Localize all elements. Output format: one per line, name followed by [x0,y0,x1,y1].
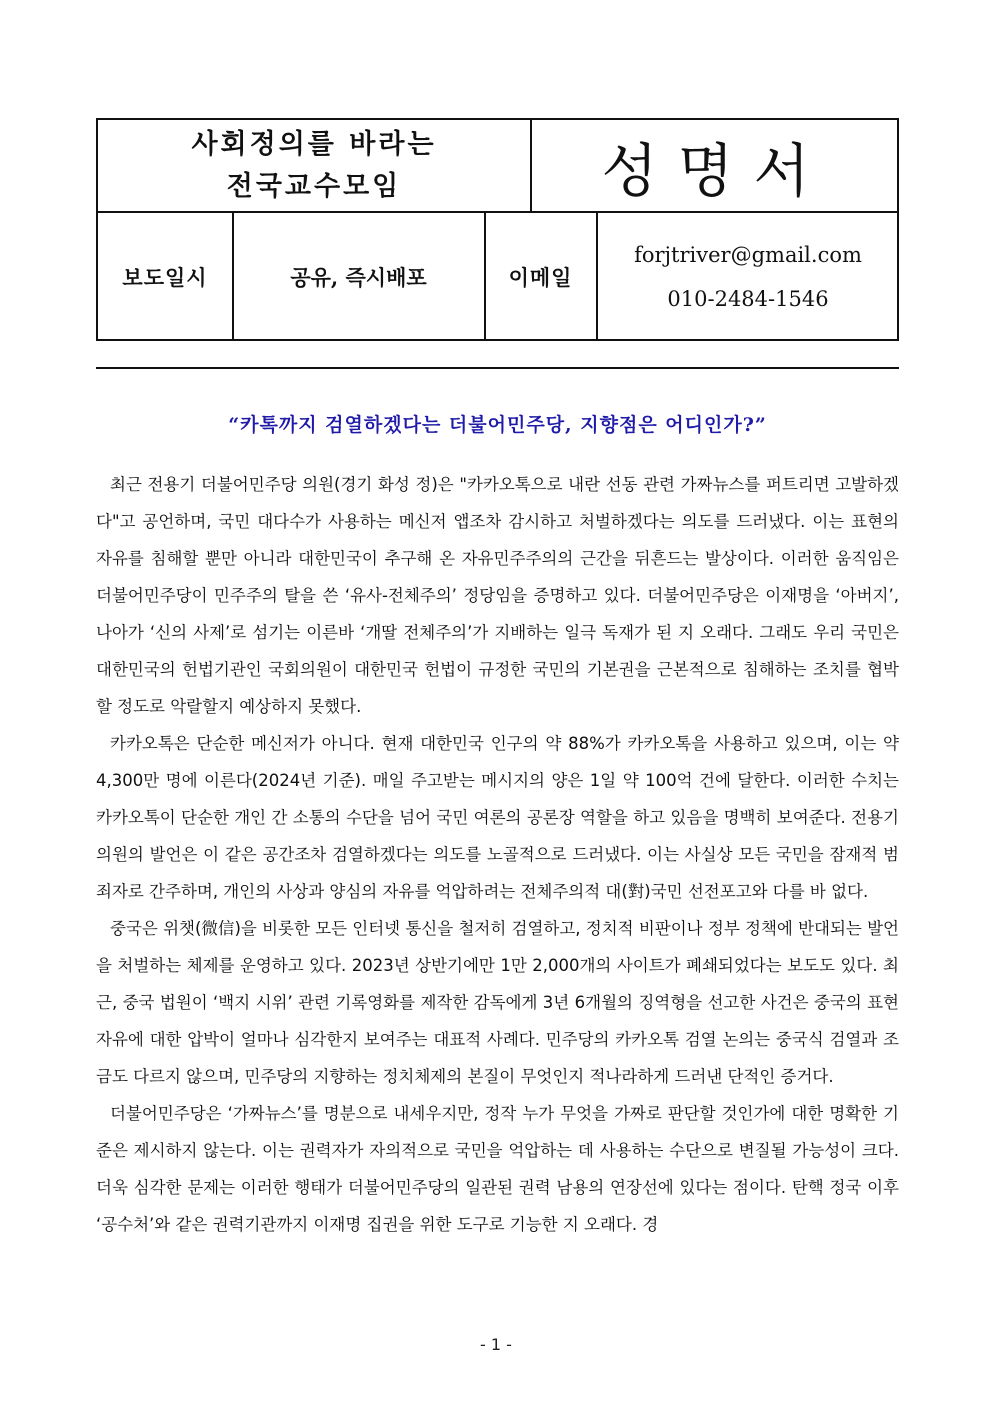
org-line-2: 전국교수모임 [226,171,402,202]
header-table [96,118,899,341]
release-label-cell [98,213,232,341]
org-line-1: 사회정의를 바라는 [191,129,437,160]
document-title-text: 성명서 [601,137,830,205]
organization-name [98,120,530,212]
email-label-cell [485,213,596,341]
release-value-cell [233,213,484,341]
phone-value: 010-2484-1546 [667,287,829,311]
statement-headline: “카톡까지 검열하겠다는 더불어민주당, 지향점은 어디인가?” [228,414,767,436]
email-value: forjtriver@gmail.com [634,243,862,267]
release-value: 공유, 즉시배포 [290,265,427,290]
email-label: 이메일 [508,265,573,290]
divider [530,120,532,212]
document-title [532,120,899,212]
paragraph: 카카오톡은 단순한 메신저가 아니다. 현재 대한민국 인구의 약 88%가 카카오톡을 사용하고 있으며, 이는 약 4,300만 명에 이른다(2024년 기준). 매일 주고받는 메시지의 양은 1일 약 100억 건에 달한다. 이러한 수치는 카카오톡이 단순한 개인 간 소통의 수단을 넘어 국민 여론의 공론장 역할을 하고 있음을 명백히 보여준다. 전용기 의원의 발언은 이 같은 공간조차 검열하겠다는 의도를 노골적으로 드러냈다. 이는 사실상 모든 국민을 잠재적 범죄자로 간주하며, 개인의 사상과 양심의 자유를 억압하려는 전체주의적 대(對)국민 선전포고와 다를 바 없다. [96,734,899,901]
statement-body [96,466,899,1243]
paragraph: 더불어민주당은 ‘가짜뉴스’를 명분으로 내세우지만, 정작 누가 무엇을 가짜로 판단할 것인가에 대한 명확한 기준은 제시하지 않는다. 이는 권력자가 자의적으로 국민을 억압하는 데 사용하는 수단으로 변질될 가능성이 크다. 더욱 심각한 문제는 이러한 행태가 더불어민주당의 일관된 권력 남용의 연장선에 있다는 점이다. 탄핵 정국 이후 ‘공수처’와 같은 권력기관까지 이재명 집권을 위한 도구로 기능한 지 오래다. 경 [96,1104,899,1234]
contact-cell [597,213,899,341]
page-number: - 1 - [480,1335,512,1354]
release-label: 보도일시 [122,265,208,290]
paragraph: 최근 전용기 더불어민주당 의원(경기 화성 정)은 "카카오톡으로 내란 선동 관련 가짜뉴스를 퍼트리면 고발하겠다"고 공언하며, 국민 대다수가 사용하는 메신저 앱조차 감시하고 처벌하겠다는 의도를 드러냈다. 이는 표현의 자유를 침해할 뿐만 아니라 대한민국이 추구해 온 자유민주주의의 근간을 뒤흔드는 발상이다. 이러한 움직임은 더불어민주당이 민주주의 탈을 쓴 ‘유사-전체주의’ 정당임을 증명하고 있다. 더불어민주당은 이재명을 ‘아버지’, 나아가 ‘신의 사제’로 섬기는 이른바 ‘개딸 전체주의’가 지배하는 일극 독재가 된 지 오래다. 그래도 우리 국민은 대한민국의 헌법기관인 국회의원이 대한민국 헌법이 규정한 국민의 기본권을 근본적으로 침해하는 조치를 협박할 정도로 악랄할지 예상하지 못했다. [96,475,899,716]
header-rule [96,367,899,369]
paragraph: 중국은 위챗(微信)을 비롯한 모든 인터넷 통신을 철저히 검열하고, 정치적 비판이나 정부 정책에 반대되는 발언을 처벌하는 체제를 운영하고 있다. 2023년 상반기에만 1만 2,000개의 사이트가 폐쇄되었다는 보도도 있다. 최근, 중국 법원이 ‘백지 시위’ 관련 기록영화를 제작한 감독에게 3년 6개월의 징역형을 선고한 사건은 중국의 표현 자유에 대한 압박이 얼마나 심각한지 보여주는 대표적 사례다. 민주당의 카카오톡 검열 논의는 중국식 검열과 조금도 다르지 않으며, 민주당의 지향하는 정치체제의 본질이 무엇인지 적나라하게 드러낸 단적인 증거다. [96,919,899,1086]
